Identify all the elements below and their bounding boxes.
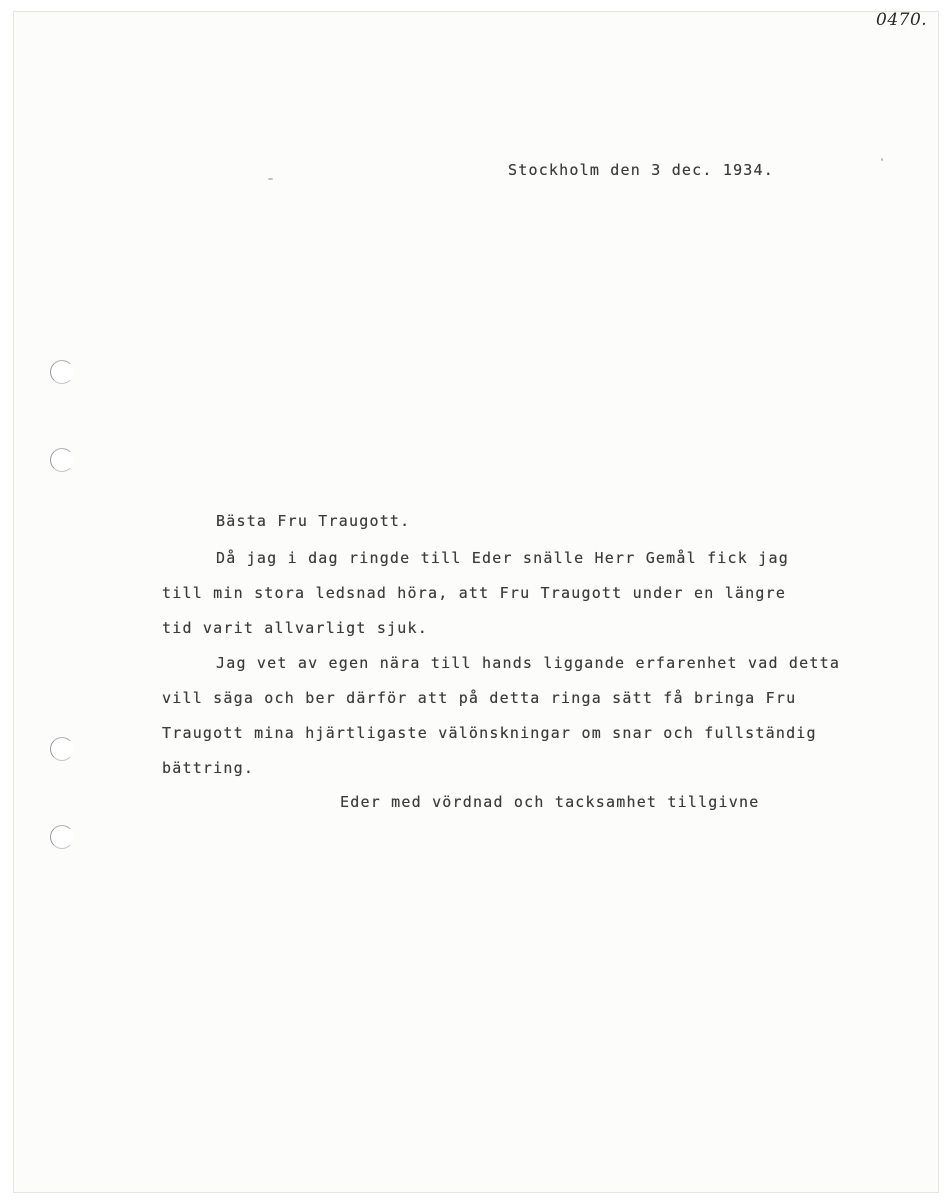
place-date-line: Stockholm den 3 dec. 1934.: [508, 161, 774, 179]
paragraph-2-line-1: Jag vet av egen nära till hands liggande erfarenhet vad detta: [216, 654, 841, 672]
paper-mark: [881, 158, 883, 161]
paper-mark: [268, 178, 273, 180]
letter-page: [14, 12, 938, 1192]
paragraph-2-line-2: vill säga och ber därför att på detta ringa sätt få bringa Fru: [162, 689, 797, 707]
paragraph-2-line-3: Traugott mina hjärtligaste välönskningar om snar och fullständig: [162, 724, 817, 742]
paragraph-1-line-3: tid varit allvarligt sjuk.: [162, 619, 428, 637]
paragraph-1-line-1: Då jag i dag ringde till Eder snälle Herr Gemål fick jag: [216, 549, 789, 567]
punch-hole-3: [50, 737, 74, 761]
punch-hole-1: [50, 360, 74, 384]
salutation: Bästa Fru Traugott.: [216, 512, 411, 530]
punch-hole-4: [50, 825, 74, 849]
punch-hole-2: [50, 448, 74, 472]
paragraph-1-line-2: till min stora ledsnad höra, att Fru Traugott under en längre: [162, 584, 787, 602]
closing-line: Eder med vördnad och tacksamhet tillgivne: [340, 793, 760, 811]
archive-number: 0470.: [876, 10, 928, 30]
paragraph-2-line-4: bättring.: [162, 759, 255, 777]
